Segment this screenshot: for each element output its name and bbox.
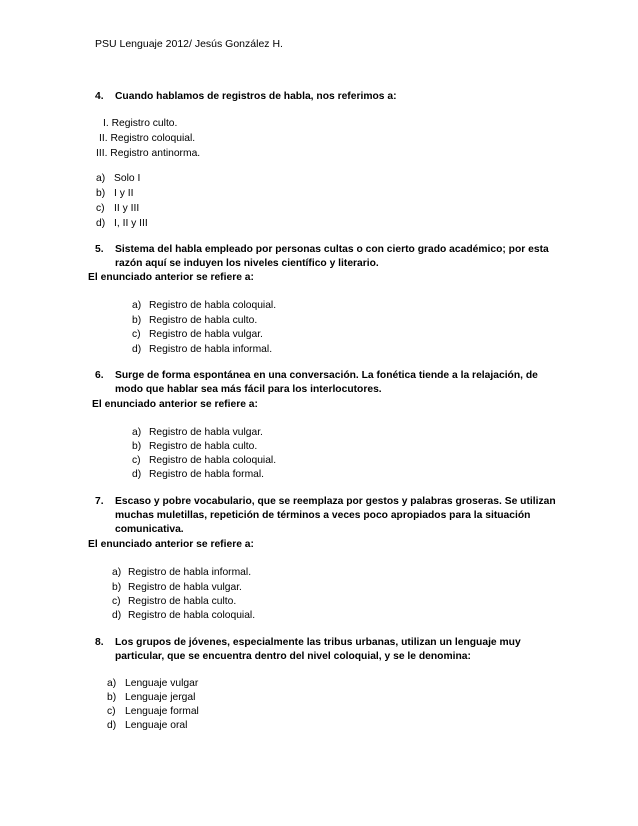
question-number: 5. — [95, 244, 104, 255]
option-a[interactable] — [107, 677, 199, 690]
option-letter: c) — [96, 203, 105, 214]
question-text: Cuando hablamos de registros de habla, nos referimos a: — [115, 91, 397, 102]
option-c[interactable] — [132, 454, 277, 467]
option-letter: d) — [112, 610, 122, 621]
option-letter: b) — [132, 441, 142, 452]
statement-2: II. Registro coloquial. — [99, 133, 196, 144]
option-text: Registro de habla vulgar. — [128, 582, 242, 593]
option-letter: d) — [132, 469, 142, 480]
option-letter: b) — [112, 582, 122, 593]
page-header: PSU Lenguaje 2012/ Jesús González H. — [95, 38, 283, 50]
option-a[interactable] — [132, 426, 263, 439]
option-letter: a) — [107, 678, 117, 689]
option-letter: c) — [107, 706, 116, 717]
option-b[interactable] — [132, 314, 258, 327]
option-text: I y II — [114, 188, 134, 199]
option-letter: a) — [112, 567, 122, 578]
option-text: Registro de habla informal. — [128, 567, 252, 578]
option-d[interactable] — [96, 217, 148, 230]
option-letter: a) — [96, 173, 106, 184]
question-number: 6. — [95, 370, 104, 381]
statement-3: III. Registro antinorma. — [96, 148, 201, 159]
option-letter: d) — [132, 344, 142, 355]
option-text: Registro de habla culto. — [128, 596, 237, 607]
question-number: 8. — [95, 637, 104, 648]
option-letter: b) — [96, 188, 106, 199]
option-text: Lenguaje formal — [125, 706, 199, 717]
question-prompt: El enunciado anterior se refiere a: — [88, 272, 254, 283]
option-d[interactable] — [132, 468, 265, 481]
option-text: Registro de habla coloquial. — [149, 300, 277, 311]
question-text-line-2: modo que hablar sea más fácil para los interlocutores. — [115, 384, 382, 395]
question-text-line-1: Los grupos de jóvenes, especialmente las tribus urbanas, utilizan un lenguaje muy — [115, 637, 521, 648]
option-b[interactable] — [96, 187, 134, 200]
option-text: Registro de habla coloquial. — [128, 610, 256, 621]
question-text-line-2: razón aquí se induyen los niveles científico y literario. — [115, 258, 379, 269]
option-letter: b) — [107, 692, 117, 703]
question-text-line-1: Escaso y pobre vocabulario, que se reemplaza por gestos y palabras groseras. Se utilizan — [115, 496, 556, 507]
option-b[interactable] — [112, 581, 242, 594]
option-text: Solo I — [114, 173, 141, 184]
option-letter: a) — [132, 300, 142, 311]
option-text: II y III — [114, 203, 140, 214]
option-a[interactable] — [112, 566, 252, 579]
option-text: Registro de habla culto. — [149, 315, 258, 326]
question-text-line-1: Surge de forma espontánea en una conversación. La fonética tiende a la relajación, de — [115, 370, 538, 381]
question-text-line-1: Sistema del habla empleado por personas cultas o con cierto grado académico; por esta — [115, 244, 549, 255]
option-c[interactable] — [112, 595, 237, 608]
question-text-line-3: comunicativa. — [115, 524, 184, 535]
option-text: Lenguaje vulgar — [125, 678, 199, 689]
option-letter: a) — [132, 427, 142, 438]
option-a[interactable] — [96, 172, 141, 185]
option-text: Registro de habla coloquial. — [149, 455, 277, 466]
question-text-line-2: muchas muletillas, repetición de términos a veces poco apropiados para la situación — [115, 510, 531, 521]
option-c[interactable] — [107, 705, 199, 718]
question-prompt: El enunciado anterior se refiere a: — [92, 399, 258, 410]
option-text: Registro de habla culto. — [149, 441, 258, 452]
option-text: Lenguaje jergal — [125, 692, 196, 703]
question-number: 7. — [95, 496, 104, 507]
option-d[interactable] — [112, 609, 256, 622]
option-text: Lenguaje oral — [125, 720, 188, 731]
option-letter: b) — [132, 315, 142, 326]
option-letter: c) — [132, 455, 141, 466]
option-d[interactable] — [132, 343, 273, 356]
option-text: Registro de habla vulgar. — [149, 329, 263, 340]
question-number: 4. — [95, 91, 104, 102]
option-letter: c) — [132, 329, 141, 340]
option-text: Registro de habla informal. — [149, 344, 273, 355]
statement-1: I. Registro culto. — [103, 118, 178, 129]
question-prompt: El enunciado anterior se refiere a: — [88, 539, 254, 550]
option-a[interactable] — [132, 299, 277, 312]
option-c[interactable] — [132, 328, 263, 341]
option-letter: d) — [96, 218, 106, 229]
option-text: Registro de habla formal. — [149, 469, 265, 480]
option-letter: d) — [107, 720, 117, 731]
option-text: I, II y III — [114, 218, 148, 229]
option-d[interactable] — [107, 719, 188, 732]
option-b[interactable] — [107, 691, 196, 704]
option-b[interactable] — [132, 440, 258, 453]
option-c[interactable] — [96, 202, 140, 215]
question-text-line-2: particular, que se encuentra dentro del nivel coloquial, y se le denomina: — [115, 651, 471, 662]
option-text: Registro de habla vulgar. — [149, 427, 263, 438]
option-letter: c) — [112, 596, 121, 607]
